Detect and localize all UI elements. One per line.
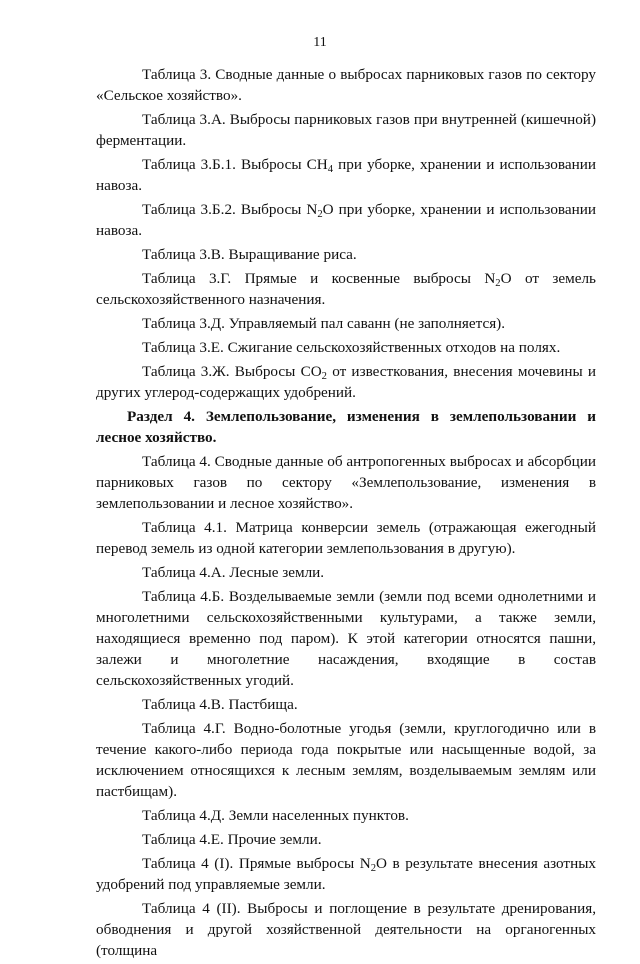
table-list-item [96,805,596,826]
table-list-item [96,109,596,151]
text-run: Таблица 4.1. Матрица конверсии земель (отражающая ежегодный перевод земель из одной категории землепользования в другую). [96,519,596,557]
text-run: Таблица 3.Ж. Выбросы CO [142,363,322,380]
subscript: 2 [370,863,377,875]
table-list-item [96,898,596,961]
text-run: Таблица 3.Г. Прямые и косвенные выбросы N [142,270,496,287]
text-run: Таблица 4.Д. Земли населенных пунктов. [142,807,409,824]
table-list-item [96,517,596,559]
text-run: от известкования, внесения мочевины и других углерод-содержащих удобрений. [96,363,597,401]
text-run: при уборке, хранении и использовании навоза. [96,156,596,194]
table-list-item [96,718,596,802]
table-list-item [96,199,596,241]
document-body [96,64,596,964]
text-run: Таблица 4. Сводные данные об антропогенных выбросах и абсорбции парниковых газов по сектору «Землепользование, изменения в землепользовании и лесное хозяйство». [96,453,596,512]
text-run: Таблица 3.Б.2. Выбросы N [142,201,318,218]
page-number: 11 [313,35,327,50]
text-run: Таблица 3. Сводные данные о выбросах парниковых газов по сектору «Сельское хозяйство». [96,66,596,104]
table-list-item [96,268,596,310]
text-run: Таблица 4.А. Лесные земли. [142,564,325,581]
subscript: 2 [317,209,323,221]
table-list-item [96,451,596,514]
text-run: Таблица 4.Б. Возделываемые земли (земли под всеми однолетними и многолетними сельскохозяйственными культурами, а также земли, находящиеся временно под паром). К этой категории относятся пашни, залежи и многолетние насаждения, входящие в состав сельскохозяйственных угодий. [96,588,596,689]
text-run: Раздел 4. Землепользование, изменения в землепользовании и лесное хозяйство. [96,408,596,446]
table-list-item [96,829,596,850]
text-run: Таблица 4 (II). Выбросы и поглощение в результате дренирования, обводнения и другой хозяйственной деятельности на органогенных (толщина [96,900,596,959]
table-list-item [96,313,596,334]
text-run: O в результате внесения азотных удобрений под управляемые земли. [96,855,596,893]
table-list-item [96,361,596,403]
text-run: Таблица 3.Б.1. Выбросы CH [142,156,328,173]
text-run: Таблица 4 (I). Прямые выбросы N [142,855,371,872]
subscript: 4 [327,164,334,176]
text-run: Таблица 3.А. Выбросы парниковых газов при внутренней (кишечной) ферментации. [96,111,596,149]
text-run: Таблица 4.Г. Водно-болотные угодья (земли, круглогодично или в течение какого-либо периода года покрытые или насыщенные водой, за исключением относящихся к лесным землям, возделываемым землям или пастбищам). [96,720,596,800]
section-heading [96,406,596,448]
text-run: Таблица 3.В. Выращивание риса. [142,246,357,263]
subscript: 2 [495,278,501,290]
table-list-item [96,694,596,715]
table-list-item [96,586,596,691]
table-list-item [96,64,596,106]
table-list-item [96,337,596,358]
table-list-item [96,562,596,583]
text-run: Таблица 4.В. Пастбища. [142,696,298,713]
table-list-item [96,853,596,895]
subscript: 2 [321,371,327,383]
table-list-item [96,154,596,196]
text-run: Таблица 4.Е. Прочие земли. [142,831,322,848]
text-run: Таблица 3.Д. Управляемый пал саванн (не заполняется). [142,315,506,332]
text-run: Таблица 3.Е. Сжигание сельскохозяйственных отходов на полях. [142,339,561,356]
text-run: O от земель сельскохозяйственного назначения. [96,270,596,308]
table-list-item [96,244,596,265]
text-run: O при уборке, хранении и использовании навоза. [96,201,597,239]
